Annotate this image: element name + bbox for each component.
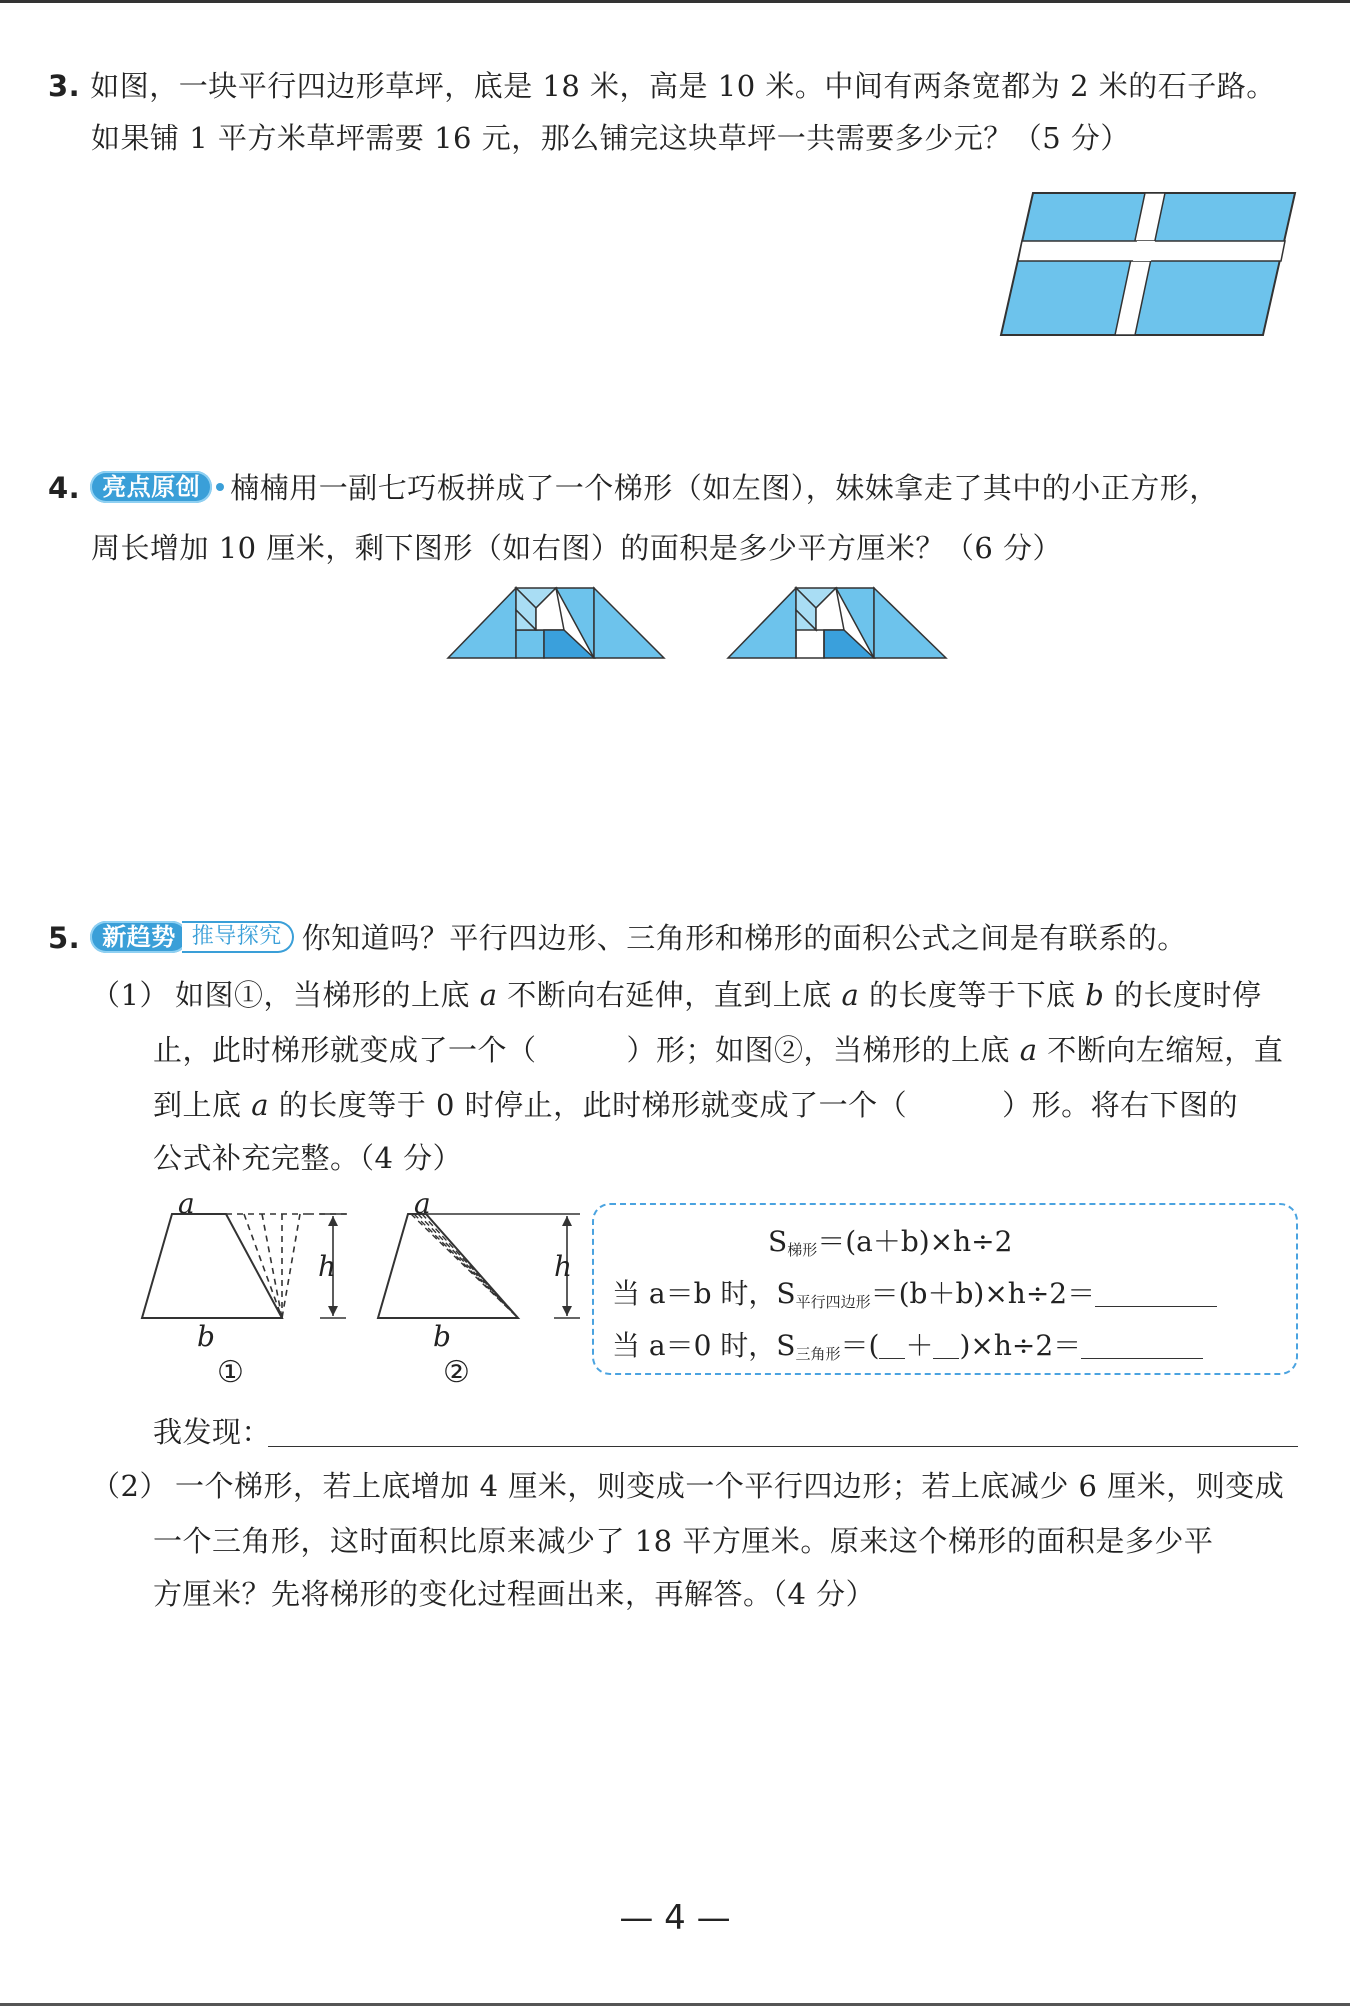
fig1-label-a: a: [178, 1187, 195, 1220]
fig1-label-b: b: [197, 1320, 215, 1353]
badge-dot-icon: [216, 483, 224, 491]
formula-blank-2[interactable]: [879, 1332, 905, 1359]
q5-badge: 新趋势: [90, 921, 188, 953]
q4-number: 4.: [48, 471, 81, 505]
q5-number: 5.: [48, 921, 81, 955]
q3-text1: 如图，一块平行四边形草坪，底是 18 米，高是 10 米。中间有两条宽都为 2 米的石子路。: [90, 69, 1276, 103]
fig2-label-a: a: [414, 1187, 431, 1220]
q4-line2: [91, 528, 1062, 568]
q3-text2: 如果铺 1 平方米草坪需要 16 元，那么铺完这块草坪一共需要多少元？（5 分）: [91, 121, 1130, 155]
top-border: [0, 0, 1350, 3]
formula-blank-4[interactable]: [1081, 1332, 1203, 1359]
q3-number: 3.: [48, 69, 81, 103]
q5-intro: 你知道吗？平行四边形、三角形和梯形的面积公式之间是有联系的。: [301, 921, 1187, 955]
small-square: [516, 630, 544, 658]
page-number: — 4 —: [619, 1898, 731, 1938]
q5-p2-line2: 一个三角形，这时面积比原来减少了 18 平方厘米。原来这个梯形的面积是多少平: [153, 1524, 1214, 1558]
tangram-trapezoid-left: [446, 582, 666, 662]
q4-text1: 楠楠用一副七巧板拼成了一个梯形（如左图），妹妹拿走了其中的小正方形，: [230, 471, 1219, 505]
fig2-label-b: b: [433, 1320, 451, 1353]
trapezoid-figure-1: [138, 1208, 348, 1328]
q5-p1-line3: 到上底 a 的长度等于 0 时停止，此时梯形就变成了一个（ ）形。将右下图的: [153, 1088, 1239, 1122]
lawn-parallelogram-figure: [995, 185, 1300, 340]
q5-badge-sub: 推导探究: [182, 921, 294, 953]
q4-badge: 亮点原创: [90, 471, 212, 503]
q4-text2: 周长增加 10 厘米，剩下图形（如右图）的面积是多少平方厘米？（6 分）: [91, 531, 1063, 565]
formula-triangle: 当 a＝0 时，$S_{三角形}=( + )\times h\div 2=$: [612, 1324, 1203, 1364]
q5-p1-line2: 止，此时梯形就变成了一个（ ）形；如图②，当梯形的上底 a 不断向左缩短，直: [153, 1033, 1284, 1067]
q5-p2-line3: 方厘米？先将梯形的变化过程画出来，再解答。（4 分）: [153, 1577, 876, 1611]
trapezoid-figure-2: [374, 1208, 584, 1328]
formula-trapezoid: $S_{梯形}=(a+b)\times h\div 2$: [768, 1225, 1013, 1259]
q5-p2-label: （2）: [91, 1469, 169, 1503]
q3-line1: [48, 66, 1276, 106]
tangram-shape-right: [726, 582, 948, 662]
fig2-number: ②: [443, 1355, 470, 1390]
q5-p1-line4: 公式补充完整。（4 分）: [153, 1141, 463, 1175]
fig1-label-h: h: [318, 1250, 337, 1283]
discover-answer-line[interactable]: [268, 1446, 1298, 1447]
formula-parallelogram: 当 a＝b 时，$S_{平行四边形}=(b+b)\times h\div 2=$: [612, 1272, 1217, 1312]
q5-p1-label: （1）: [91, 978, 169, 1012]
fig1-number: ①: [217, 1355, 244, 1390]
discover-line: 我发现：: [153, 1415, 272, 1449]
q5-intro-line: [48, 918, 1187, 958]
q4-line1: [48, 468, 1219, 508]
q5-p1-line1: （1） 如图①，当梯形的上底 a 不断向右延伸，直到上底 a 的长度等于下底 b 的长度时停: [91, 978, 1262, 1012]
q5-p2-line1: （2） 一个梯形，若上底增加 4 厘米，则变成一个平行四边形；若上底减少 6 厘米，则变成: [91, 1469, 1285, 1503]
formula-blank-3[interactable]: [933, 1332, 959, 1359]
q3-line2: [91, 118, 1130, 158]
formula-blank-1[interactable]: [1095, 1280, 1217, 1307]
fig2-label-h: h: [554, 1250, 573, 1283]
